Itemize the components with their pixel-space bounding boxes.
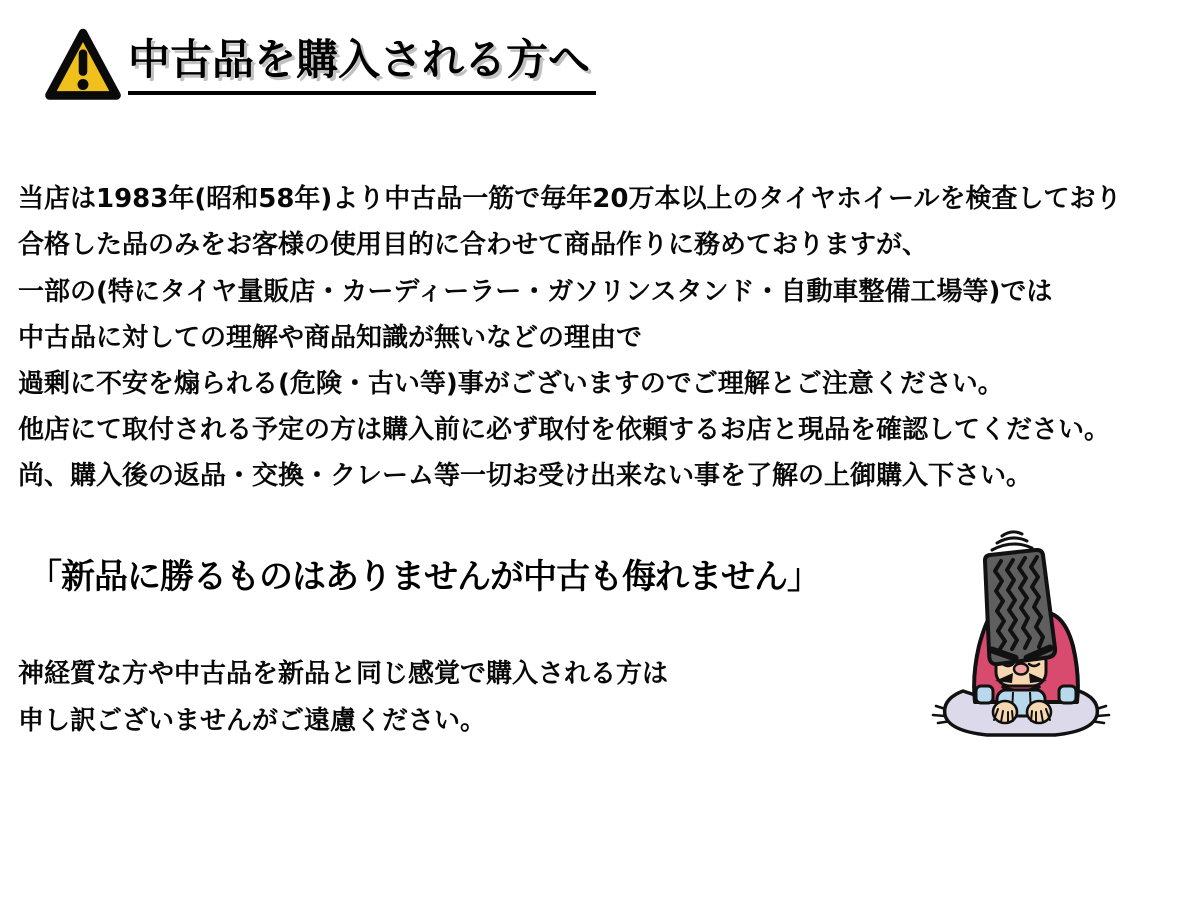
exclamation-bar — [79, 49, 88, 76]
body-line-1: 当店は1983年(昭和58年)より中古品一筋で毎年20万本以上のタイヤホイールを検査しており — [18, 184, 1122, 214]
left-closed-eye — [1003, 664, 1013, 666]
whisker-marks-right — [1084, 706, 1109, 723]
footer-line-2: 申し訳ございませんがご遠慮ください。 — [18, 706, 487, 736]
left-knee — [976, 686, 993, 703]
cushion — [945, 691, 1098, 735]
left-hand — [993, 701, 1017, 723]
right-closed-eye — [1029, 664, 1039, 666]
body-line-2: 合格した品のみをお客様の使用目的に合わせて商品作りに務めておりますが、 — [18, 230, 929, 260]
left-eyebrow — [992, 650, 1015, 658]
nose — [1014, 664, 1028, 675]
right-knee — [1059, 686, 1076, 703]
tire — [985, 550, 1055, 664]
tire-treads — [995, 557, 1043, 649]
page-title: 中古品を購入される方へ — [128, 34, 596, 95]
body-line-4: 中古品に対しての理解や商品知識が無いなどの理由で — [18, 323, 643, 353]
arm-seam-right — [1030, 692, 1031, 714]
body-line-7: 尚、購入後の返品・交換・クレーム等一切お受け出来ない事を了解の上御購入下さい。 — [18, 461, 1033, 491]
mustache-right — [1029, 673, 1047, 683]
quote-text: 「新品に勝るものはありませんが中古も侮れません」 — [28, 557, 820, 597]
right-hand — [1027, 701, 1051, 723]
whisker-marks-left — [933, 706, 958, 723]
arms-block — [997, 690, 1045, 716]
warning-triangle-icon — [44, 28, 122, 102]
mustache-left — [995, 673, 1013, 683]
face-features — [992, 648, 1050, 683]
footer-line-1: 神経質な方や中古品を新品と同じ感覚で購入される方は — [18, 659, 669, 689]
bow-motion-lines — [992, 532, 1032, 550]
exclamation-dot — [78, 79, 89, 90]
shirt-body — [974, 614, 1078, 702]
right-eyebrow — [1027, 648, 1050, 658]
body-line-6: 他店にて取付される予定の方は購入前に必ず取付を依頼するお店と現品を確認してください。 — [18, 415, 1111, 445]
face — [996, 648, 1046, 686]
body-line-5: 過剰に不安を煽られる(危険・古い等)事がございますのでご理解とご注意ください。 — [18, 369, 1004, 399]
collar-line — [1003, 687, 1039, 691]
body-line-3: 一部の(特にタイヤ量販店・カーディーラー・ガソリンスタンド・自動車整備工場等)では — [18, 277, 1053, 307]
arm-seam-left — [1012, 692, 1013, 714]
